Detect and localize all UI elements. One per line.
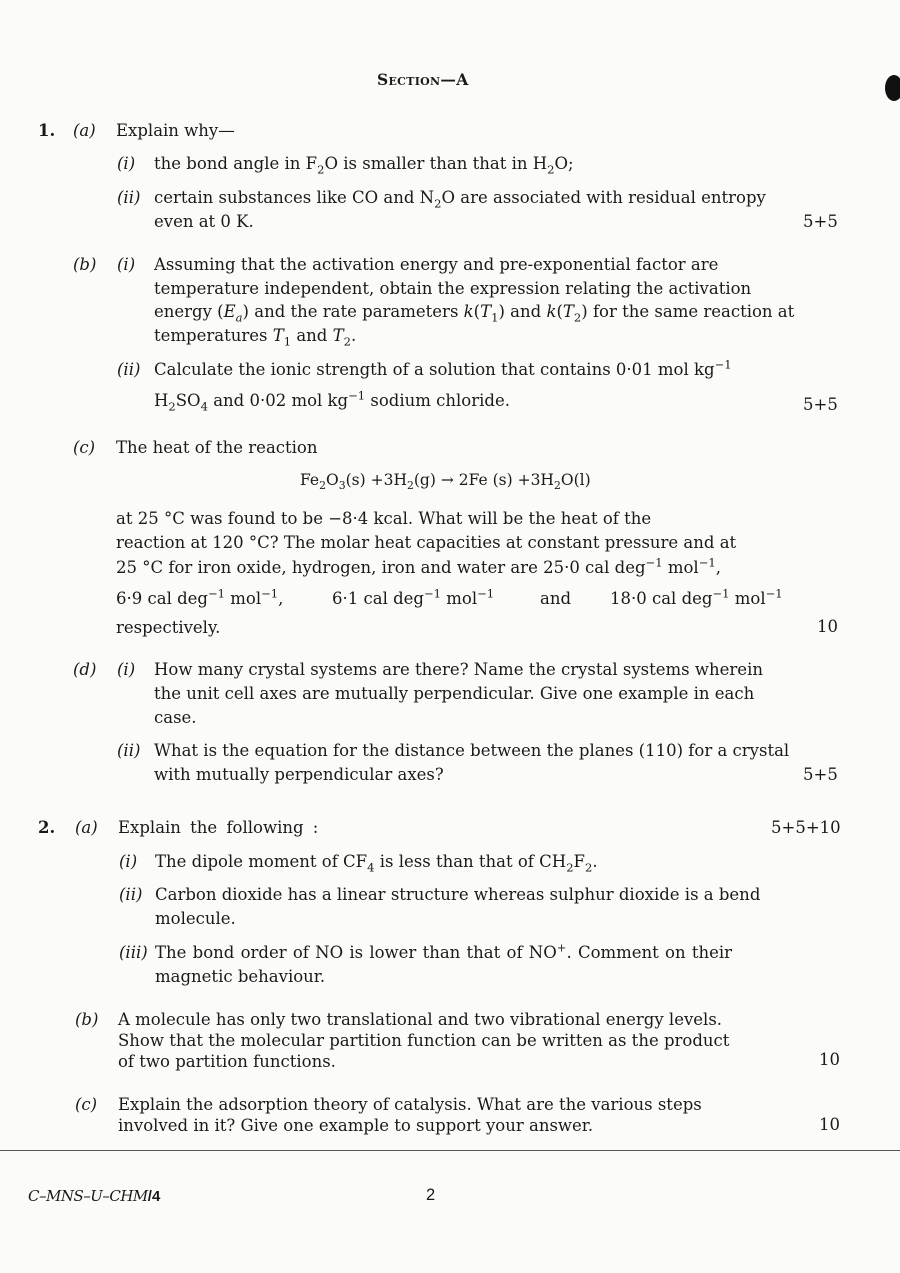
q1b-ii-line1: Calculate the ionic strength of a solution that contains 0·01 mol $kg^{-1}$ [154, 357, 732, 379]
q1a-stem: Explain why— [116, 121, 235, 140]
q2a-ii-line2: molecule. [155, 909, 236, 928]
part-label-1d: (d) [73, 660, 97, 679]
q2a-iii-line2: magnetic behaviour. [155, 967, 326, 986]
q1c-line5: respectively. [116, 618, 221, 637]
q1c-line4-and: and [540, 589, 572, 608]
q1b-ii-line2: $H_2SO_4$ and 0·02 mol $kg^{-1}$ sodium chloride. [154, 388, 510, 414]
q2b-line3: of two partition functions. [118, 1052, 336, 1071]
q2a-i-label: (i) [119, 852, 138, 871]
q1c-line4-c: 18·0 cal deg$^{-1}$ mol$^{-1}$ [610, 586, 783, 608]
q1b-i-line2: temperature independent, obtain the expression relating the activation [154, 279, 752, 298]
q1a-ii-label: (ii) [117, 188, 141, 207]
q2a-ii-label: (ii) [119, 885, 143, 904]
question-number-1: 1. [38, 121, 56, 140]
question-number-2: 2. [38, 818, 56, 837]
page-number: 2 [426, 1186, 436, 1204]
part-label-2b: (b) [75, 1010, 99, 1029]
q1d-i-label: (i) [117, 660, 136, 679]
part-label-1a: (a) [73, 121, 96, 140]
q1b-i-line4: temperatures $T_1$ and $T_2$. [154, 326, 357, 349]
q1a-i-label: (i) [117, 154, 136, 173]
q1c-equation: $Fe_2O_3(s) +3H_2(g) \to 2Fe$ $(s) +3H_2O(l)$ [300, 471, 591, 493]
q1a-marks: 5+5 [803, 212, 838, 231]
q2c-line2: involved in it? Give one example to support your answer. [118, 1116, 594, 1135]
q2b-line2: Show that the molecular partition function can be written as the product [118, 1031, 730, 1050]
q2c-marks: 10 [819, 1115, 840, 1134]
q1c-line1: at 25 °C was found to be −8·4 kcal. What will be the heat of the [116, 509, 652, 528]
section-heading: Section—A [377, 70, 469, 89]
q2a-marks: 5+5+10 [771, 818, 841, 837]
part-label-2c: (c) [75, 1095, 98, 1114]
q1b-i-line1: Assuming that the activation energy and pre-exponential factor are [154, 255, 719, 274]
q2a-stem: Explain the following : [118, 818, 319, 837]
q1c-marks: 10 [817, 617, 838, 636]
q1b-i-line3: energy $(E_a)$ and the rate parameters $k(T_1)$ and $k(T_2)$ for the same reaction at [154, 302, 795, 325]
footer-divider [0, 1150, 900, 1151]
q1c-line4-b: 6·1 cal deg$^{-1}$ mol$^{-1}$ [332, 586, 495, 608]
q1d-ii-label: (ii) [117, 741, 141, 760]
q1a-ii-line2: even at 0 K. [154, 212, 254, 231]
part-label-1c: (c) [73, 438, 96, 457]
q2b-line1: A molecule has only two translational and two vibrational energy levels. [118, 1010, 723, 1029]
q1d-ii-line1: What is the equation for the distance between the planes (110) for a crystal [154, 741, 790, 760]
paper-code: C–MNS–U–CHM/4 [28, 1187, 161, 1205]
q2b-marks: 10 [819, 1050, 840, 1069]
q1c-line2: reaction at 120 °C? The molar heat capacities at constant pressure and at [116, 533, 737, 552]
q2a-iii-line1: The bond order of NO is lower than that of NO+. Comment on their [155, 940, 733, 962]
q1a-i-text: the bond angle in $F_2O$ is smaller than that in $H_2O$; [154, 154, 574, 177]
q2a-iii-label: (iii) [119, 943, 148, 962]
q2c-line1: Explain the adsorption theory of catalysis. What are the various steps [118, 1095, 702, 1114]
q1c-line4-a: 6·9 cal deg$^{-1}$ mol$^{-1}$, [116, 586, 284, 608]
punch-hole-mark [885, 75, 900, 101]
q1d-i-line2: the unit cell axes are mutually perpendicular. Give one example in each [154, 684, 755, 703]
q2a-ii-line1: Carbon dioxide has a linear structure whereas sulphur dioxide is a bend [155, 885, 761, 904]
q1b-i-label: (i) [117, 255, 136, 274]
q2a-i-text: The dipole moment of $CF_4$ is less than that of $CH_2F_2$. [155, 852, 598, 875]
part-label-2a: (a) [75, 818, 98, 837]
q1d-ii-line2: with mutually perpendicular axes? [154, 765, 444, 784]
part-label-1b: (b) [73, 255, 97, 274]
q1d-i-line3: case. [154, 708, 197, 727]
q1d-marks: 5+5 [803, 765, 838, 784]
q1b-ii-label: (ii) [117, 360, 141, 379]
q1d-i-line1: How many crystal systems are there? Name the crystal systems wherein [154, 660, 763, 679]
q1b-marks: 5+5 [803, 395, 838, 414]
q1c-stem: The heat of the reaction [116, 438, 318, 457]
q1a-ii-line1: certain substances like CO and $N_2O$ are associated with residual entropy [154, 188, 766, 211]
q1c-line3: 25 °C for iron oxide, hydrogen, iron and water are 25·0 cal deg$^{-1}$ mol$^{-1}$, [116, 555, 721, 577]
